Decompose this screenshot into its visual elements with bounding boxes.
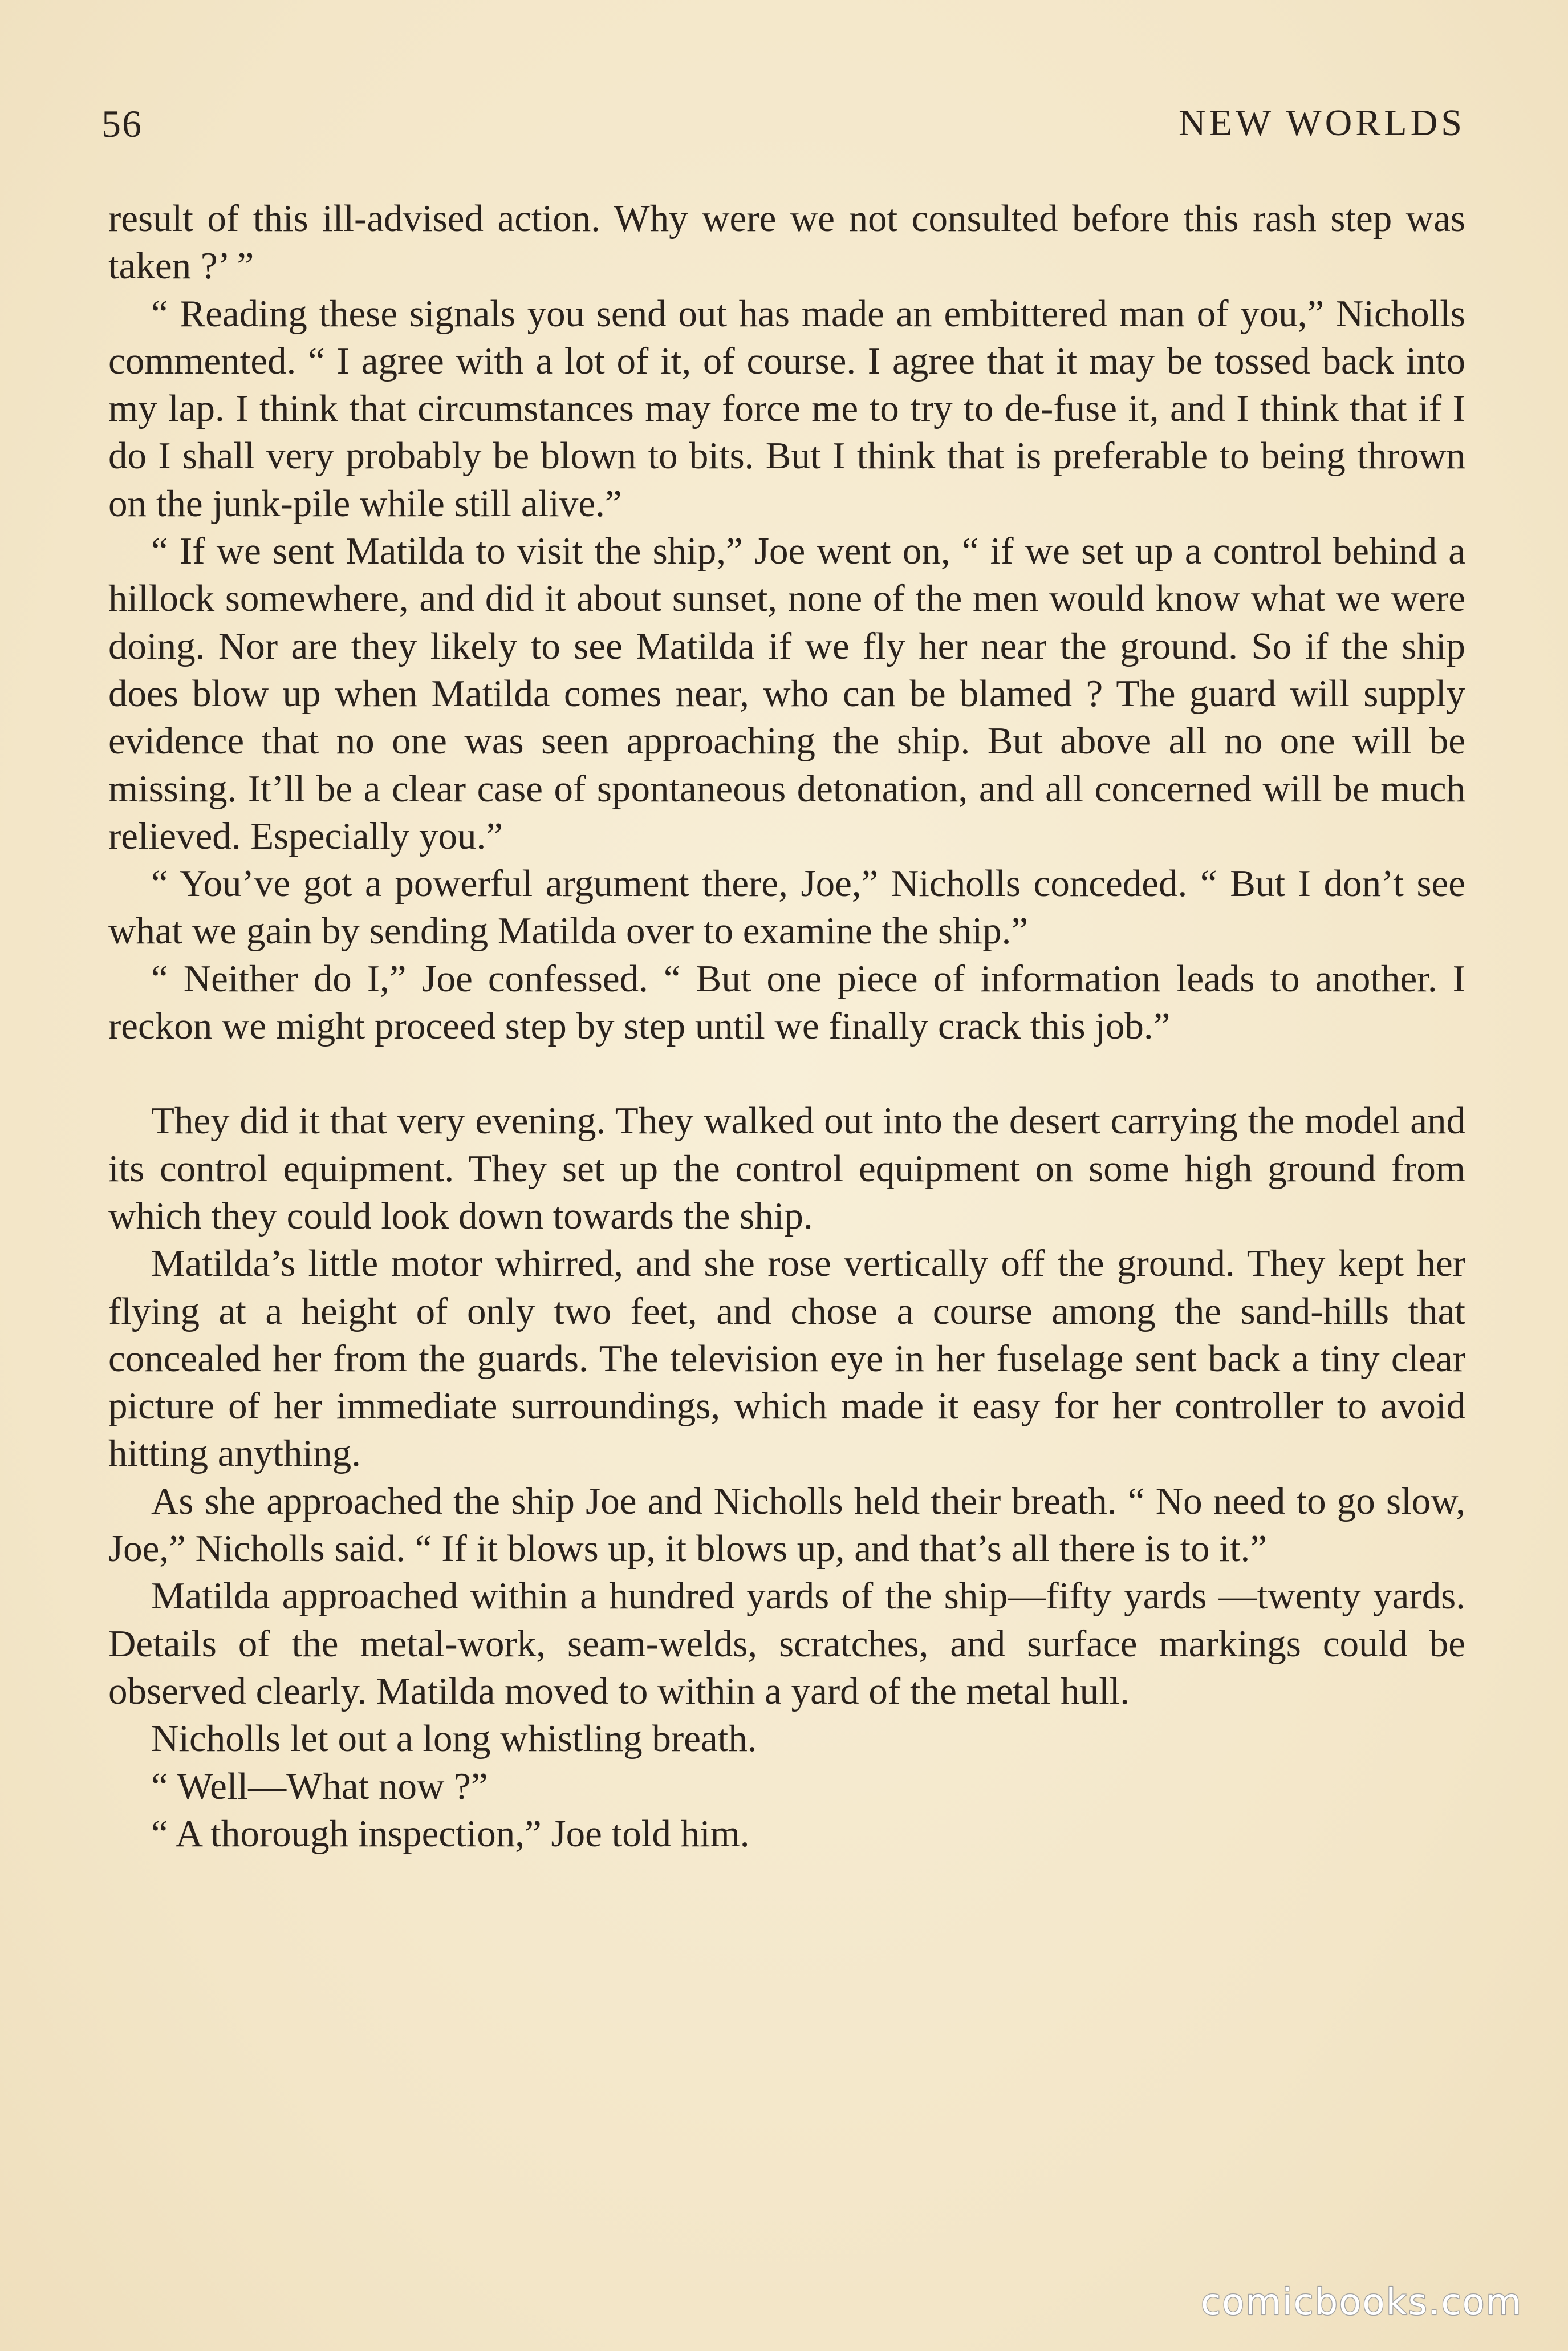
- page-number: 56: [101, 102, 143, 145]
- paragraph: “ Reading these signals you send out has made an embittered man of you,” Nicholls commented. “ I agree with a lot of it, of course. I agree that it may be tossed back into my lap. I think that circumstances may force me to try to de-fuse it, and I think that if I do I shall very probably be blown to bits. But I think that is preferable to being thrown on the junk-pile while still alive.”: [108, 292, 1465, 525]
- running-head: NEW WORLDS: [1178, 102, 1465, 144]
- paragraph: They did it that very evening. They walked out into the desert carrying the model and its control equipment. They set up the control equipment on some high ground from which they could look down towards the ship.: [108, 1100, 1465, 1237]
- body-text: [108, 195, 1465, 1858]
- paragraph: result of this ill-advised action. Why were we not consulted before this rash step was taken ?’ ”: [108, 197, 1465, 287]
- paragraph: “ A thorough inspection,” Joe told him.: [151, 1812, 750, 1855]
- paragraph: As she approached the ship Joe and Nicholls held their breath. “ No need to go slow, Joe,” Nicholls said. “ If it blows up, it blows up, and that’s all there is to it.”: [108, 1479, 1465, 1570]
- paragraph: Matilda’s little motor whirred, and she rose vertically off the ground. They kept her flying at a height of only two feet, and chose a course among the sand-hills that concealed her from the guards. The television eye in her fuselage sent back a tiny clear picture of her immediate surroundings, which made it easy for her controller to avoid hitting anything.: [108, 1242, 1465, 1475]
- paragraph: “ Well—What now ?”: [151, 1765, 488, 1807]
- watermark: comicbooks.com: [1200, 2281, 1522, 2324]
- paragraph: Nicholls let out a long whistling breath.: [151, 1717, 757, 1760]
- paragraph: “ If we sent Matilda to visit the ship,” Joe went on, “ if we set up a control behind a hillock somewhere, and did it about sunset, none of the men would know what we were doing. Nor are they likely to see Matilda if we fly her near the ground. So if the ship does blow up when Matilda comes near, who can be blamed ? The guard will supply evidence that no one was seen approaching the ship. But above all no one will be missing. It’ll be a clear case of spontaneous detonation, and all concerned will be much relieved. Especially you.”: [108, 530, 1465, 857]
- paragraph: “ Neither do I,” Joe confessed. “ But one piece of information leads to another. I reckon we might proceed step by step until we finally crack this job.”: [108, 957, 1465, 1048]
- paragraph: Matilda approached within a hundred yards of the ship—fifty yards —twenty yards. Details of the metal-work, seam-welds, scratches, and surface markings could be observed clearly. Matilda moved to within a yard of the metal hull.: [108, 1575, 1465, 1712]
- paragraph: “ You’ve got a powerful argument there, Joe,” Nicholls conceded. “ But I don’t see what we gain by sending Matilda over to examine the ship.”: [108, 862, 1465, 952]
